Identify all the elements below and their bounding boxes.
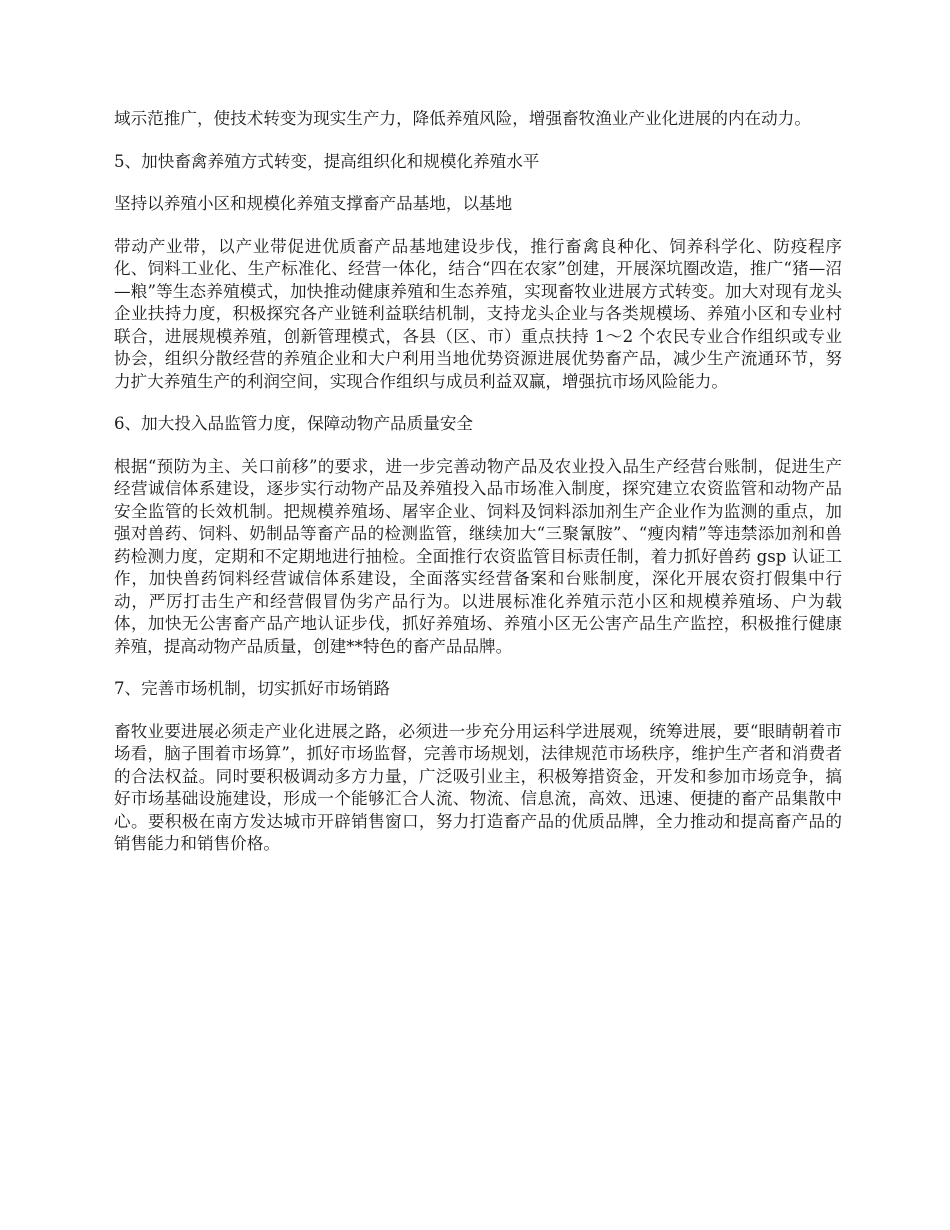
paragraph-5b: 带动产业带，以产业带促进优质畜产品基地建设步伐，推行畜禽良种化、饲养科学化、防疫程序化、饲料工业化、生产标准化、经营一体化，结合“四在农家”创建，开展深坑圈改造，推广“猪—沼—粮”等生态养殖模式，加快推动健康养殖和生态养殖，实现畜牧业进展方式转变。加大对现有龙头企业扶持力度，积极探究各产业链利益联结机制，支持龙头企业与各类规模场、养殖小区和专业村联合，进展规模养殖，创新管理模式，各县（区、市）重点扶持 1～2 个农民专业合作组织或专业协会，组织分散经营的养殖企业和大户利用当地优势资源进展优势畜产品，减少生产流通环节，努力扩大养殖生产的利润空间，实现合作组织与成员利益双赢，增强抗市场风险能力。 [114,236,842,391]
section-heading-7: 7、完善市场机制，切实抓好市场销路 [114,679,391,698]
paragraph-7: 畜牧业要进展必须走产业化进展之路，必须进一步充分用运科学进展观，统筹进展，要“眼睛朝着市场看，脑子围着市场算”，抓好市场监督，完善市场规划，法律规范市场秩序，维护生产者和消费者的合法权益。同时要积极调动多方力量，广泛吸引业主，积极筹措资金，开发和参加市场竞争，搞好市场基础设施建设，形成一个能够汇合人流、物流、信息流，高效、迅速、便捷的畜产品集散中心。要积极在南方发达城市开辟销售窗口，努力打造畜产品的优质品牌，全力推动和提高畜产品的销售能力和销售价格。 [114,721,842,853]
document-body [114,108,842,856]
section-heading-6: 6、加大投入品监管力度，保障动物产品质量安全 [114,414,474,433]
paragraph-6: 根据“预防为主、关口前移”的要求，进一步完善动物产品及农业投入品生产经营台账制，促进生产经营诚信体系建设，逐步实行动物产品及养殖投入品市场准入制度，探究建立农资监管和动物产品安全监管的长效机制。把规模养殖场、屠宰企业、饲料及饲料添加剂生产企业作为监测的重点，加强对兽药、饲料、奶制品等畜产品的检测监管，继续加大“三聚氰胺”、“瘦肉精”等违禁添加剂和兽药检测力度，定期和不定期地进行抽检。全面推行农资监管目标责任制，着力抓好兽药 gsp 认证工作，加快兽药饲料经营诚信体系建设，全面落实经营备案和台账制度，深化开展农资打假集中行动，严厉打击生产和经营假冒伪劣产品行为。以进展标准化养殖示范小区和规模养殖场、户为载体，加快无公害畜产品产地认证步伐，抓好养殖场、养殖小区无公害产品生产监控，积极推行健康养殖，提高动物产品质量，创建**特色的畜产品品牌。 [114,456,842,656]
paragraph-intro-continuation: 域示范推广，使技术转变为现实生产力，降低养殖风险，增强畜牧渔业产业化进展的内在动力。 [114,109,811,128]
section-heading-5: 5、加快畜禽养殖方式转变，提高组织化和规模化养殖水平 [114,151,540,171]
paragraph-5a: 坚持以养殖小区和规模化养殖支撑畜产品基地，以基地 [114,194,513,213]
